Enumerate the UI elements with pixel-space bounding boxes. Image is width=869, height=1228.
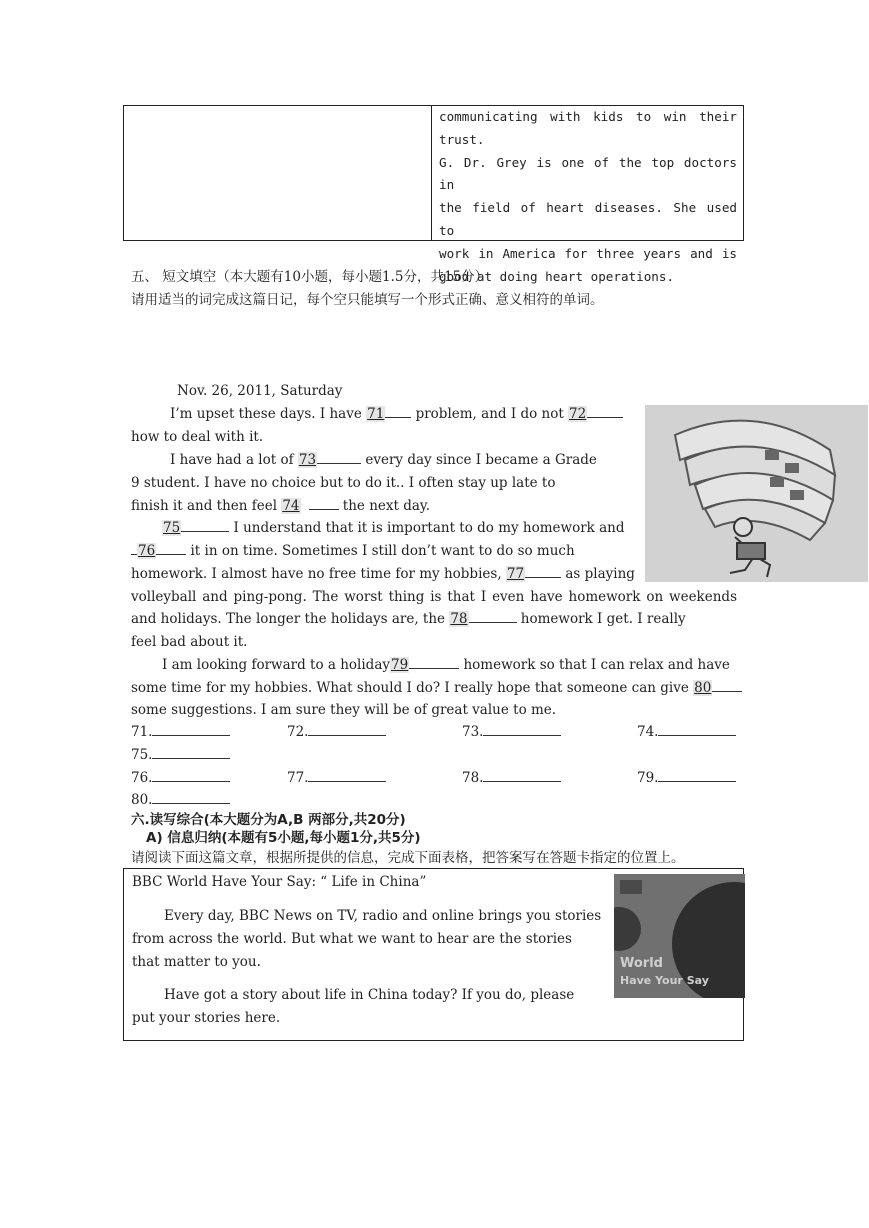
blank-line xyxy=(317,451,361,464)
bbc-text-line: Every day, BBC News on TV, radio and online brings you stories xyxy=(164,908,602,924)
answer-line[interactable] xyxy=(152,723,230,736)
answer-label: 77. xyxy=(287,770,309,786)
blank-80[interactable]: 80 xyxy=(694,680,712,696)
diary-line xyxy=(162,654,730,676)
answer-72[interactable] xyxy=(287,722,386,742)
bbc-world-have-your-say-logo xyxy=(614,874,745,998)
blank-line xyxy=(385,405,411,418)
answer-77[interactable] xyxy=(287,768,386,788)
answer-74[interactable] xyxy=(637,722,736,742)
diary-text: I am looking forward to a holiday xyxy=(162,657,390,673)
answer-line[interactable] xyxy=(658,769,736,782)
diary-line xyxy=(131,495,430,517)
blank-line xyxy=(181,519,229,532)
diary-text: homework. I almost have no free time for my hobbies, xyxy=(131,566,506,582)
table-right-cell xyxy=(439,106,737,288)
table-divider xyxy=(431,106,432,240)
diary-text: every day since I became a Grade xyxy=(361,452,597,468)
table-line: good at doing heart operations. xyxy=(439,268,675,284)
diary-line: volleyball and ping-pong. The worst thing is that I even have homework on weekends xyxy=(131,589,737,605)
answer-line[interactable] xyxy=(658,723,736,736)
section6-sub-a: A) 信息归纳(本题有5小题,每小题1分,共5分) xyxy=(146,830,421,846)
diary-date: Nov. 26, 2011, Saturday xyxy=(177,383,343,399)
student-carrying-books-image xyxy=(645,405,868,582)
answer-label: 76. xyxy=(131,770,153,786)
diary-text: problem, and I do not xyxy=(411,406,569,422)
answer-line[interactable] xyxy=(308,769,386,782)
answer-label: 78. xyxy=(462,770,484,786)
blank-line xyxy=(712,679,742,692)
blank-75[interactable]: 75 xyxy=(163,520,181,536)
section5-heading: 五、 短文填空（本大题有10小题，每小题1.5分，共15分） xyxy=(131,269,489,285)
table-line: G. Dr. Grey is one of the top doctors in xyxy=(439,154,737,193)
diary-text: I have had a lot of xyxy=(170,452,298,468)
diary-text: it in on time. Sometimes I still don’t want to do so much xyxy=(186,543,575,559)
blank-line xyxy=(469,610,517,623)
blank-72[interactable]: 72 xyxy=(569,406,587,422)
bbc-text-line: that matter to you. xyxy=(132,954,261,970)
bbc-text-line: from across the world. But what we want to hear are the stories xyxy=(132,931,572,947)
answer-label: 79. xyxy=(637,770,659,786)
answer-label: 71. xyxy=(131,724,153,740)
diary-line xyxy=(131,677,742,699)
blank-79[interactable]: 79 xyxy=(391,657,409,673)
diary-text: the next day. xyxy=(338,498,431,514)
blank-line xyxy=(409,656,459,669)
answer-75[interactable] xyxy=(131,745,230,765)
answer-label: 75. xyxy=(131,747,153,763)
diary-text: homework so that I can relax and have xyxy=(459,657,730,673)
blank-76[interactable]: 76 xyxy=(138,543,156,559)
diary-text: I understand that it is important to do my homework and xyxy=(229,520,625,536)
diary-line xyxy=(162,517,625,539)
answer-label: 80. xyxy=(131,792,153,808)
blank-78[interactable]: 78 xyxy=(450,611,468,627)
books-illustration-icon xyxy=(645,405,868,582)
bbc-article-box xyxy=(123,868,744,1041)
table-line: work in America for three years and is xyxy=(439,245,737,261)
table-line: trust. xyxy=(439,131,485,147)
bbc-text-line: Have got a story about life in China today? If you do, please xyxy=(164,987,575,1003)
answer-line[interactable] xyxy=(483,769,561,782)
diary-text: some time for my hobbies. What should I do? I really hope that someone can give xyxy=(131,680,694,696)
answer-79[interactable] xyxy=(637,768,736,788)
diary-line: how to deal with it. xyxy=(131,429,264,445)
blank-77[interactable]: 77 xyxy=(506,566,525,582)
diary-text: homework I get. I really xyxy=(516,611,686,627)
logo-text: World xyxy=(620,956,663,971)
section6-heading: 六.读写综合(本大题分为A,B 两部分,共20分) xyxy=(131,812,406,828)
blank-line xyxy=(309,497,339,510)
blank-73[interactable]: 73 xyxy=(298,452,317,468)
table-line: the field of heart diseases. She used to xyxy=(439,200,737,238)
diary-text: and holidays. The longer the holidays are, the xyxy=(131,611,450,627)
diary-line xyxy=(131,563,635,585)
diary-line: feel bad about it. xyxy=(131,634,248,650)
diary-text: finish it and then feel xyxy=(131,498,282,514)
blank-74[interactable]: 74 xyxy=(282,498,300,514)
diary-text: as playing xyxy=(561,566,635,582)
section6-instruction: 请阅读下面这篇文章，根据所提供的信息，完成下面表格，把答案写在答题卡指定的位置上。 xyxy=(131,850,685,866)
bbc-title: BBC World Have Your Say: “ Life in China” xyxy=(132,874,427,890)
diary-line xyxy=(131,540,575,562)
diary-line xyxy=(131,608,686,630)
diary-line xyxy=(170,403,623,425)
table-line: communicating with kids to win their xyxy=(439,109,737,124)
answer-71[interactable] xyxy=(131,722,230,742)
diary-line: some suggestions. I am sure they will be of great value to me. xyxy=(131,702,557,718)
diary-line: 9 student. I have no choice but to do it.. I often stay up late to xyxy=(131,475,556,491)
answer-label: 72. xyxy=(287,724,309,740)
answer-line[interactable] xyxy=(152,769,230,782)
bbc-text-line: put your stories here. xyxy=(132,1010,281,1026)
answer-line[interactable] xyxy=(483,723,561,736)
answer-line[interactable] xyxy=(152,746,230,759)
blank-71[interactable]: 71 xyxy=(367,406,385,422)
answer-label: 73. xyxy=(462,724,484,740)
answer-80[interactable] xyxy=(131,790,230,810)
answer-73[interactable] xyxy=(462,722,561,742)
section5-instruction: 请用适当的词完成这篇日记，每个空只能填写一个形式正确、意义相符的单词。 xyxy=(131,292,604,308)
answer-76[interactable] xyxy=(131,768,230,788)
answer-line[interactable] xyxy=(308,723,386,736)
blank-line xyxy=(587,405,623,418)
answer-line[interactable] xyxy=(152,791,230,804)
answer-label: 74. xyxy=(637,724,659,740)
diary-text: I’m upset these days. I have xyxy=(170,406,367,422)
blank-line xyxy=(525,565,561,578)
diary-line xyxy=(170,449,631,471)
logo-text: Have Your Say xyxy=(620,974,709,987)
blank-line xyxy=(156,542,186,555)
answer-78[interactable] xyxy=(462,768,561,788)
